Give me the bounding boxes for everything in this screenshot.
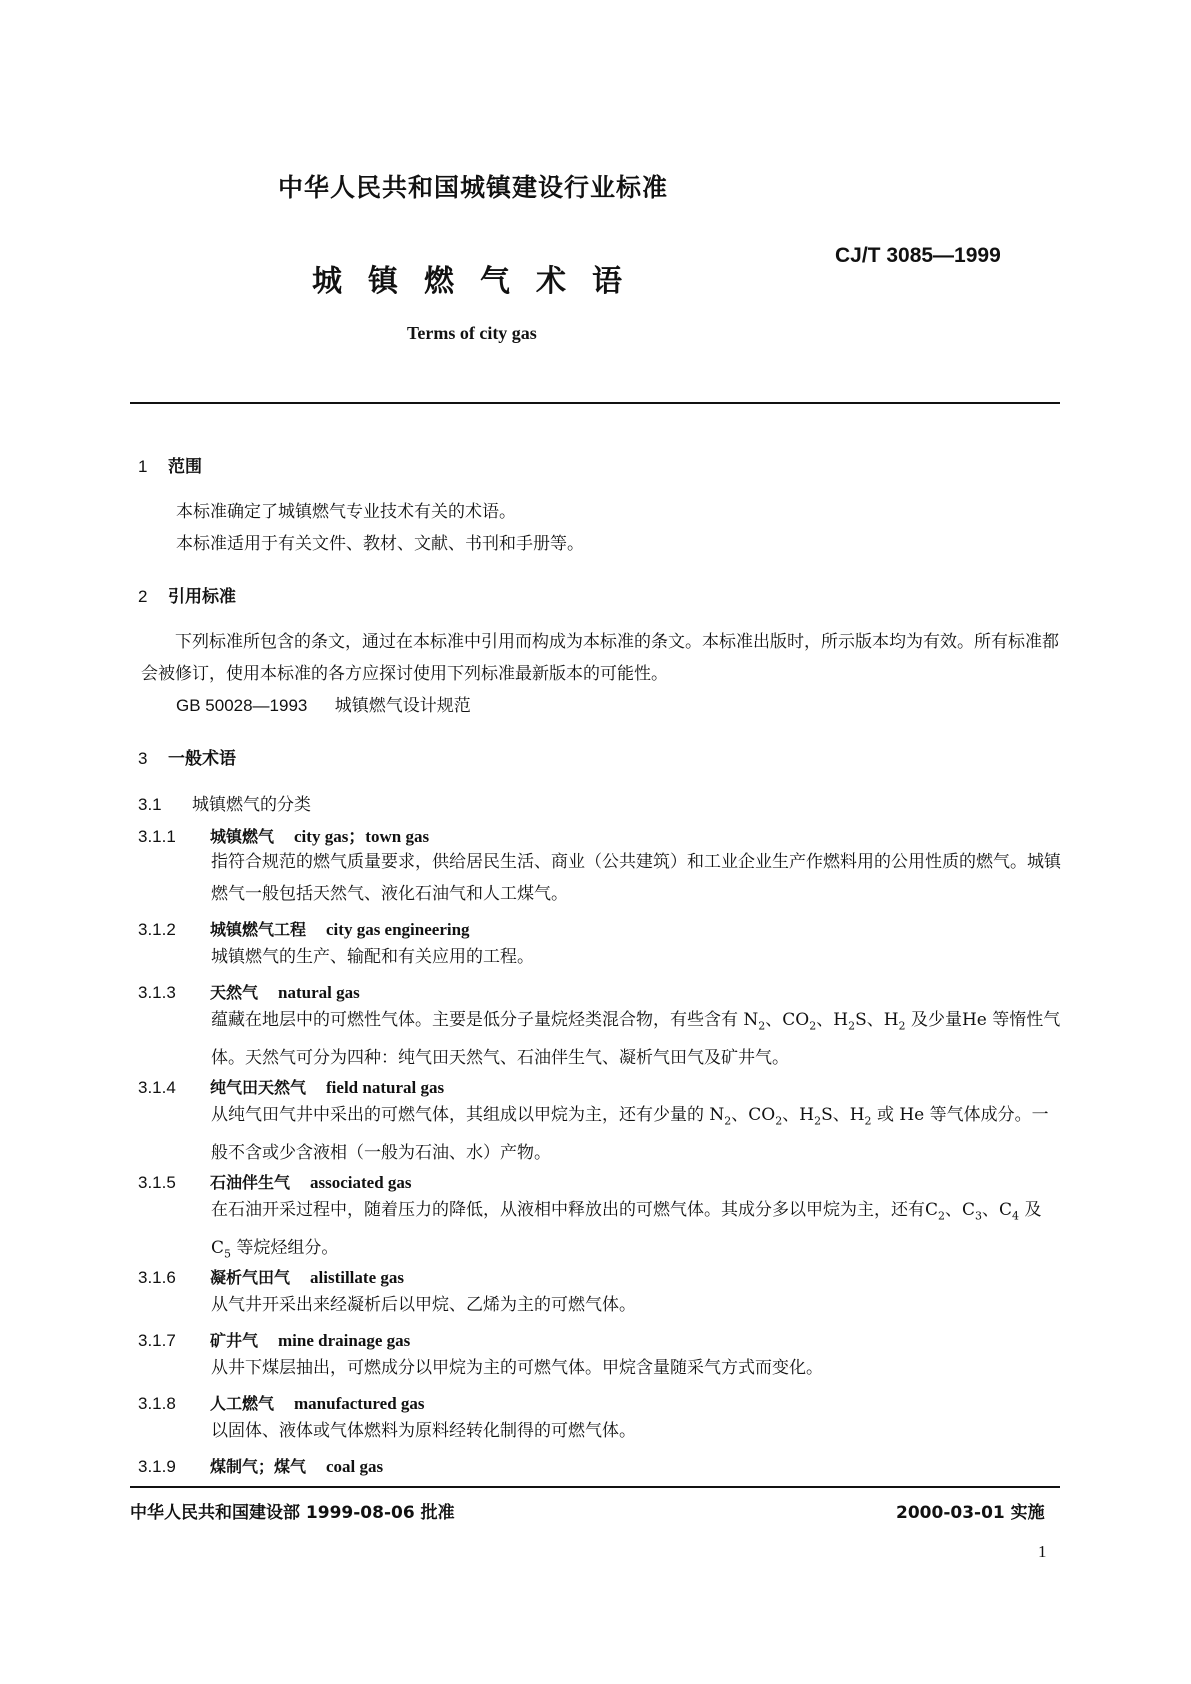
definition-text: 或 He 等气体成分。一般不含或少含液相（一般为石油、水）产物。: [211, 1105, 1049, 1164]
term-english: manufactured gas: [294, 1394, 425, 1413]
footer-rule: [130, 1486, 1060, 1488]
section-title: 一般术语: [168, 749, 236, 769]
paragraph: 本标准适用于有关文件、教材、文献、书刊和手册等。: [176, 534, 584, 554]
term-heading: [138, 822, 429, 847]
term-name: 纯气田天然气: [210, 1078, 307, 1097]
definition-text: 在石油开采过程中，随着压力的降低，从液相中释放出的可燃气体。其成分多以甲烷为主，还有: [211, 1200, 925, 1220]
header-rule: [130, 402, 1060, 404]
term-number: 3.1.4: [138, 1078, 176, 1097]
subsection-title: 城镇燃气的分类: [192, 795, 311, 815]
definition-text: 蕴藏在地层中的可燃性气体。主要是低分子量烷烃类混合物，有些含有: [211, 1010, 738, 1030]
term-english: mine drainage gas: [278, 1331, 411, 1350]
section-3-heading: [138, 744, 236, 769]
subsection-heading: [138, 790, 311, 815]
term-number: 3.1.3: [138, 983, 176, 1002]
term-name: 天然气: [210, 983, 259, 1002]
chemical-formula: $C_2$、$C_3$、$C_4$ 及 $C_5$: [211, 1200, 1042, 1261]
term-name: 城镇燃气工程: [210, 920, 307, 939]
effective-date: 2000-03-01 实施: [896, 1503, 1045, 1523]
term-name: 城镇燃气: [210, 827, 275, 846]
reference-entry: [176, 690, 471, 722]
term-definition: [211, 1194, 1061, 1271]
definition-text: 从纯气田气井中采出的可燃气体，其组成以甲烷为主，还有少量的: [211, 1105, 704, 1125]
term-heading: [138, 980, 360, 1003]
definition-text: 及少量He 等惰性气体。天然气可分为四种：纯气田天然气、石油伴生气、凝析气田气及矿井气。: [211, 1010, 1061, 1069]
term-definition: 城镇燃气的生产、输配和有关应用的工程。: [211, 947, 534, 967]
chemical-formula: $N_2$、$CO_2$、$H_2S$、$H_2$: [709, 1105, 872, 1128]
term-number: 3.1.7: [138, 1331, 176, 1350]
term-heading: [138, 917, 470, 940]
term-english: coal gas: [326, 1457, 384, 1476]
term-name: 煤制气；煤气: [210, 1457, 307, 1476]
paragraph: 下列标准所包含的条文，通过在本标准中引用而构成为本标准的条文。本标准出版时，所示版本均为有效。所有标准都会被修订，使用本标准的各方应探讨使用下列标准最新版本的可能性。: [141, 632, 1059, 684]
reference-name: 城镇燃气设计规范: [334, 696, 471, 716]
term-name: 凝析气田气: [210, 1268, 291, 1287]
reference-code: GB 50028—1993: [176, 696, 308, 715]
term-definition: 从井下煤层抽出，可燃成分以甲烷为主的可燃气体。甲烷含量随采气方式而变化。: [211, 1358, 823, 1378]
term-heading: [138, 1170, 412, 1193]
section-1-heading: [138, 452, 202, 477]
term-name: 矿井气: [210, 1331, 259, 1350]
section-number: 1: [138, 457, 148, 476]
term-definition: 以固体、液体或气体燃料为原料经转化制得的可燃气体。: [211, 1421, 636, 1441]
section-title: 引用标准: [168, 587, 236, 607]
chemical-formula: $N_2$、$CO_2$、$H_2S$、$H_2$: [743, 1010, 906, 1033]
term-number: 3.1.8: [138, 1394, 176, 1413]
term-number: 3.1.2: [138, 920, 176, 939]
doc-title: 城镇燃气术语: [312, 264, 648, 299]
section-number: 3: [138, 749, 148, 768]
term-heading: [138, 1391, 425, 1414]
section-title: 范围: [168, 457, 202, 477]
paragraph: 本标准确定了城镇燃气专业技术有关的术语。: [176, 502, 516, 522]
approval-line: 中华人民共和国建设部 1999-08-06 批准: [130, 1503, 455, 1523]
definition-text: 等烷烃组分。: [236, 1238, 339, 1259]
org-title: 中华人民共和国城镇建设行业标准: [278, 173, 669, 202]
subsection-number: 3.1: [138, 795, 162, 814]
page-number: 1: [1038, 1542, 1047, 1561]
term-definition: [211, 1099, 1061, 1169]
term-definition: 从气井开采出来经凝析后以甲烷、乙烯为主的可燃气体。: [211, 1295, 636, 1315]
term-number: 3.1.9: [138, 1457, 176, 1476]
term-english: alistillate gas: [310, 1268, 404, 1287]
term-name: 石油伴生气: [210, 1173, 291, 1192]
term-number: 3.1.5: [138, 1173, 176, 1192]
term-number: 3.1.1: [138, 827, 176, 846]
term-english: natural gas: [278, 983, 360, 1002]
term-name: 人工燃气: [210, 1394, 275, 1413]
term-definition: [211, 1004, 1061, 1074]
term-english: city gas；town gas: [294, 827, 430, 846]
term-english: associated gas: [310, 1173, 412, 1192]
term-definition: 指符合规范的燃气质量要求，供给居民生活、商业（公共建筑）和工业企业生产作燃料用的公用性质的燃气。城镇燃气一般包括天然气、液化石油气和人工煤气。: [211, 852, 1061, 904]
term-heading: [138, 1265, 404, 1288]
standard-code: CJ/T 3085—1999: [835, 244, 1001, 267]
term-english: field natural gas: [326, 1078, 445, 1097]
term-english: city gas engineering: [326, 920, 470, 939]
section-2-heading: [138, 582, 236, 607]
term-heading: [138, 1075, 444, 1098]
term-heading: [138, 1328, 410, 1351]
english-title: Terms of city gas: [407, 323, 537, 343]
term-heading: [138, 1454, 383, 1477]
section-number: 2: [138, 587, 148, 606]
term-number: 3.1.6: [138, 1268, 176, 1287]
